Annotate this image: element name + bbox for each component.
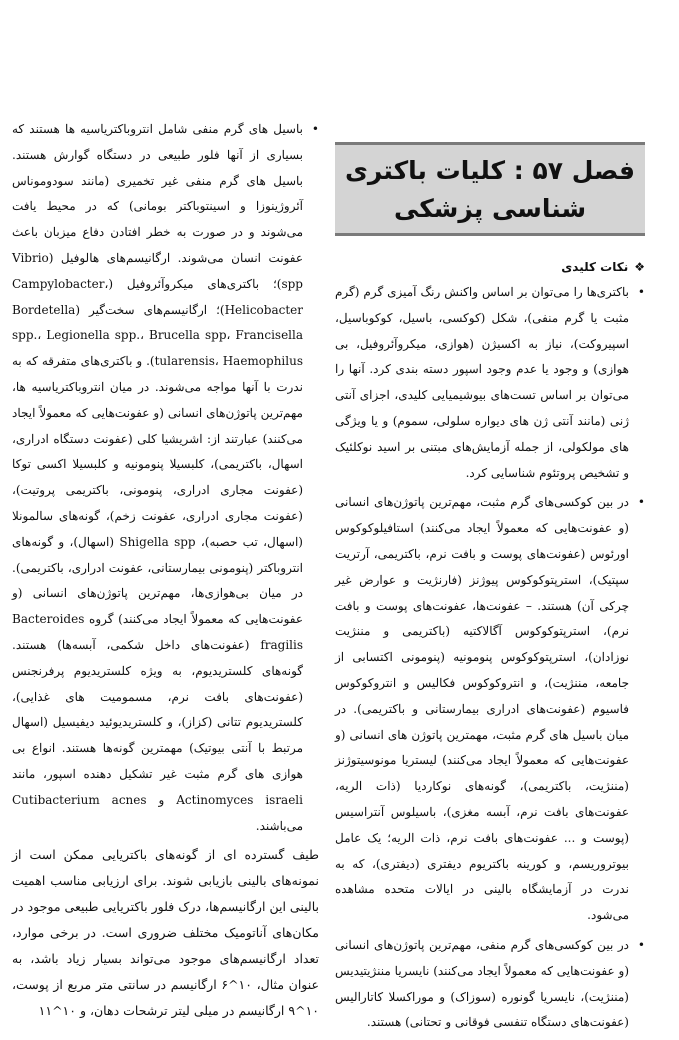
gram-negative-bacilli-text: باسیل های گرم منفی شامل انتروباکتریاسیه ها هستند که بسیاری از آنها فلور طبیعی در دستگاه گوارش هستند. باسیل های گرم منفی غیر تخمیری (مانند سودوموناس آئروژینوزا و اسینتوباکتر بومانی) که در محیط یافت می‌شوند و در صورت به خطر افتادن دفاع میزبان باعث عفونت انسان می‌شوند. ارگانیسم‌های هالوفیل (Vibrio spp)؛ باکتری‌های میکروآئروفیل (Campylobacter، Helicobacter)؛ ارگانیسم‌های سخت‌گیر (Bordetella spp.، Legionella spp.، Brucella spp، Francisella tularensis، Haemophilus). و باکتری‌های متفرقه که به ندرت با آنها مواجه می‌شوند. در میان انتروباکتریاسیه ها، مهم‌ترین پاتوژن‌های انسانی (و عفونت‌هایی که معمولاً ایجاد می‌کنند) عبارتند از: اشریشیا کلی (عفونت دستگاه ادراری، اسهال، باکتریمی)، کلبسیلا پنومونیه و کلبسیلا اکسی توکا (عفونت مجاری ادراری، پنومونی، باکتریمی پروتیت)، (عفونت مجاری ادراری، عفونت زخم)، گونه‌های سالمونلا (اسهال، تب حصبه)، Shigella spp (اسهال)، و گونه‌های انتروباکتر (پنومونی بیمارستانی، عفونت ادراری، باکتریمی). در میان بی‌هوازی‌ها، مهم‌ترین پاتوژن‌های انسانی (و عفونت‌هایی که معمولاً ایجاد می‌کنند) گروه Bacteroides fragilis (عفونت‌های داخل شکمی، آبسه‌ها) هستند. گونه‌های کلستریدیوم، به ویژه کلستریدیوم پرفرنجنس (عفونت‌های بافت نرم، مسمومیت های غذایی)، کلستریدیوم تتانی (کزاز)، و کلستریدیوئید دیفیسیل (اسهال مرتبط با آنتی بیوتیک) مهمترین گونه‌ها هستند. انواع بی هوازی های گرم مثبت غیر تشکیل دهنده اسپور، مانند Actinomyces israeli و Cutibacterium acnes می‌باشند. bbox=[12, 122, 303, 833]
chapter-title-line2: شناسی پزشکی bbox=[393, 194, 587, 223]
key-points-heading bbox=[335, 254, 645, 280]
chapter-title-line1: فصل ۵۷ : کلیات باکتری bbox=[344, 156, 636, 185]
gram-negative-bacilli-bullet bbox=[12, 117, 319, 839]
key-point-text: در بین کوکسی‌های گرم منفی، مهم‌ترین پاتوژن‌های انسانی (و عفونت‌هایی که معمولاً ایجاد می‌کنند) نایسریا مننژیتیدیس (مننژیت)، نایسریا گونوره (سوزاک) و موراکسلا کاتارالیس (عفونت‌های دستگاه تنفسی فوقانی و تحتانی) هستند. bbox=[335, 937, 629, 1030]
intro-paragraph: طیف گسترده ای از گونه‌های باکتریایی ممکن است از نمونه‌های بالینی بازیابی شوند. برای ارزیابی مناسب اهمیت بالینی این ارگانیسم‌ها، درک فلور باکتریایی طبیعی موجود در مکان‌های آناتومیک مختلف ضروری است. در برخی موارد، تعداد ارگانیسم‌های موجود می‌تواند بسیار زیاد باشد، به عنوان مثال، ۱۰^۶ ارگانیسم در سانتی متر مربع از پوست، ۱۰^۹ ارگانیسم در میلی لیتر ترشحات دهان، و ۱۰^۱۱ bbox=[12, 847, 319, 1018]
key-points-title: نکات کلیدی bbox=[561, 260, 629, 274]
left-column bbox=[12, 117, 319, 839]
key-point-item bbox=[335, 933, 645, 1036]
diamond-bullet-icon: ❖ bbox=[634, 260, 645, 274]
key-point-item bbox=[335, 280, 645, 486]
title-divider bbox=[335, 233, 645, 236]
key-point-text: باکتری‌ها را می‌توان بر اساس واکنش رنگ آمیزی گرم (گرم مثبت یا گرم منفی)، شکل (کوکسی، باسیل، کوکوباسیل، اسپیروکت)، نیاز به اکسیژن (هوازی، میکروآئروفیل، بی هوازی) و وجود یا عدم وجود اسپور دسته بندی کرد. آنها را می‌توان بر اساس تست‌های بیوشیمیایی کلیدی، اجزای آنتی ژنی (مانند آنتی ژن های دیواره سلولی، سموم) و یا ویژگی های مولکولی، از جمله آزمایش‌های مبتنی بر اسید نوکلئیک و تشخیص پروتئوم شناسایی کرد. bbox=[335, 285, 629, 480]
chapter-title-box bbox=[335, 142, 645, 236]
key-point-item bbox=[335, 490, 645, 929]
right-column bbox=[335, 254, 645, 1040]
key-point-text: در بین کوکسی‌های گرم مثبت، مهم‌ترین پاتوژن‌های انسانی (و عفونت‌هایی که معمولاً ایجاد می‌کنند) استافیلوکوکوس اورئوس (عفونت‌های پوست و بافت نرم، باکتریمی، آرتریت سپتیک)، استرپتوکوکوس پیوژنز (فارنژیت و عوارض غیر چرکی آن) هستند. – عفونت‌ها، عفونت‌های پوست و بافت نرم)، استرپتوکوکوس آگالاکتیه (باکتریمی و مننژیت نوزادان)، استرپتوکوکوس پنومونیه (پنومونی اکتسابی از جامعه، مننژیت)، و انتروکوکوس فکالیس و انتروکوکوس فاسیوم (عفونت‌های ادراری بیمارستانی و باکتریمی). در میان باسیل های گرم مثبت، مهمترین پاتوژن های انسانی (و عفونت‌هایی که معمولاً ایجاد می‌کنند) لیستریا مونوسیتوژنز (مننژیت، باکتریمی)، گونه‌های نوکاردیا (ذات الریه، عفونت‌های بافت نرم، آبسه مغزی)، باسیلوس آنتراسیس (پوست و ... عفونت‌های بافت نرم، ذات الریه؛ یک عامل بیوتروریسم، و کورینه باکتریوم دیفتری (دیفتری)، که به ندرت در آزمایشگاه بالینی در ایالات متحده مشاهده می‌شود. bbox=[335, 495, 629, 923]
